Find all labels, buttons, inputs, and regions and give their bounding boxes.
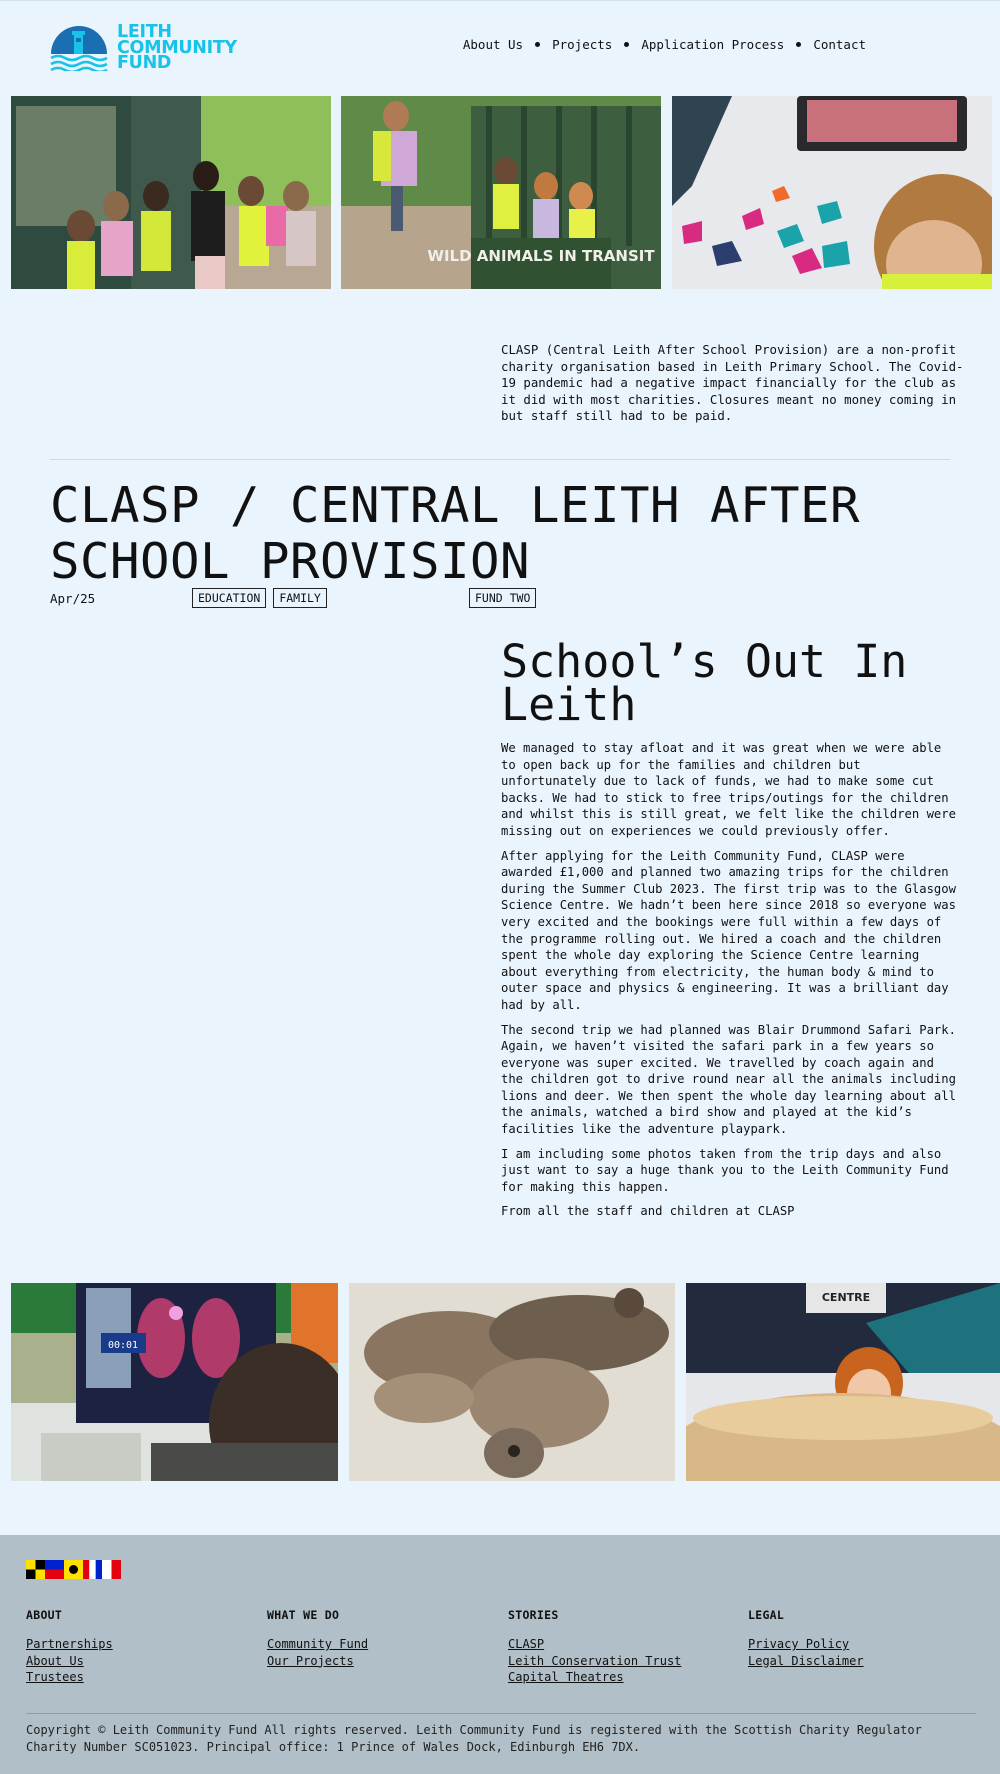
footer-link-community-fund[interactable]: Community Fund xyxy=(267,1637,369,1651)
footer-link-leith-conservation-trust[interactable]: Leith Conservation Trust xyxy=(508,1653,682,1668)
nav-projects[interactable]: Projects xyxy=(552,37,613,52)
article-paragraph: After applying for the Leith Community Fund, CLASP were awarded £1,000 and planned two amazing trips for the children during the Summer Club 2023. The first trip was to the Glasgow Science Centre. We hadn’t been here since 2018 so everyone was very excited and the bookings were full within a few days of the programme rolling out. We hired a coach and the children spent the whole day exploring the Science Centre learning about everything from electricity, the human body & mind to outer space and physics & engineering. It was a brilliant day had by all. xyxy=(501,848,956,1012)
site-logo[interactable] xyxy=(50,22,237,73)
exhibit-timer-text: 00:01 xyxy=(107,1340,139,1351)
article-body xyxy=(501,635,961,1228)
site-header xyxy=(0,0,1000,92)
signal-flag-e-icon xyxy=(45,1560,64,1579)
hero-photo-children-window xyxy=(11,96,331,289)
footer-heading: WHAT WE DO xyxy=(267,1608,340,1622)
signal-flag-l-icon xyxy=(26,1560,45,1579)
hero-photo-shape-table xyxy=(672,96,992,289)
article-paragraph: We managed to stay afloat and it was great when we were able to open back up for the families and children but unfortunately due to lack of funds, we had to make some cut backs. We had to stick to free trips/outings for the children and whilst this is still great, we felt like the children were missing out on experiences we could previously offer. xyxy=(501,741,956,838)
page-title: CLASP / CENTRAL LEITH AFTER SCHOOL PROVISION xyxy=(50,477,861,590)
intro-paragraph: CLASP (Central Leith After School Provision) are a non-profit charity organisation based in Leith Primary School. The Covid-19 pandemic had a negative impact financially for the club as it did with most charities. Closures meant no money coming in but staff still had to be paid. xyxy=(501,342,964,424)
footer-column-stories xyxy=(508,1608,748,1686)
article-paragraph: From all the staff and children at CLASP xyxy=(501,1204,795,1219)
nav-application-process[interactable]: Application Process xyxy=(641,37,785,52)
footer-link-privacy-policy[interactable]: Privacy Policy xyxy=(748,1637,850,1651)
logo-line: FUND xyxy=(117,53,172,73)
footer-heading: STORIES xyxy=(508,1608,559,1622)
article-subtitle: School’s Out In Leith xyxy=(501,635,908,731)
nav-separator xyxy=(796,42,801,47)
footer-link-legal-disclaimer[interactable]: Legal Disclaimer xyxy=(748,1653,864,1668)
footer-column-what-we-do xyxy=(267,1608,507,1669)
crate-sign-text: WILD ANIMALS IN TRANSIT xyxy=(427,247,655,265)
gallery-photo-meerkats xyxy=(349,1283,675,1481)
footer-link-partnerships[interactable]: Partnerships xyxy=(26,1637,113,1651)
main-nav xyxy=(463,37,866,52)
signal-flag-h-icon xyxy=(102,1560,121,1579)
site-footer xyxy=(0,1535,1000,1774)
hero-photo-animal-crate xyxy=(341,96,661,289)
gallery-photo-round-table xyxy=(686,1283,1000,1481)
gallery-photo-science-exhibit xyxy=(11,1283,338,1481)
post-date: Apr/25 xyxy=(50,591,96,606)
tag-family[interactable]: FAMILY xyxy=(273,588,327,608)
copyright-notice: Copyright © Leith Community Fund All rights reserved. Leith Community Fund is registered with the Scottish Charity Regulator Charity Number SC051023. Principal office: 1 Prince of Wales Dock, Edinburgh EH6 7DX. xyxy=(26,1723,922,1754)
nav-contact[interactable]: Contact xyxy=(813,37,866,52)
nav-separator xyxy=(535,42,540,47)
article-paragraph: I am including some photos taken from the trip days and also just want to say a huge thank you to the Leith Community Fund for making this happen. xyxy=(501,1146,949,1194)
tag-education[interactable]: EDUCATION xyxy=(192,588,266,608)
footer-link-clasp[interactable]: CLASP xyxy=(508,1637,545,1651)
signal-flag-i-icon xyxy=(64,1560,83,1579)
article-paragraph: The second trip we had planned was Blair Drummond Safari Park. Again, we haven’t visited the safari park in a few years so everyone was super excited. We travelled by coach again and the children got to drive round near all the animals including lions and deer. We then spent the whole day learning about all the animals, watched a bird show and played at the kid’s facilities like the adventure playpark. xyxy=(501,1022,956,1137)
signal-flags xyxy=(26,1560,121,1579)
category-tags xyxy=(192,588,327,608)
footer-column-about xyxy=(26,1608,266,1686)
footer-link-trustees[interactable]: Trustees xyxy=(26,1670,84,1684)
footer-link-our-projects[interactable]: Our Projects xyxy=(267,1653,354,1668)
tag-fund[interactable]: FUND TWO xyxy=(469,588,536,608)
logo-wordmark xyxy=(117,22,237,73)
footer-heading: LEGAL xyxy=(748,1608,785,1622)
footer-column-legal xyxy=(748,1608,988,1669)
logo-line: LEITH xyxy=(117,22,172,42)
logo-line: COMMUNITY xyxy=(117,37,237,58)
lighthouse-logo-icon xyxy=(50,25,108,71)
section-divider xyxy=(50,459,950,460)
centre-sign-text: CENTRE xyxy=(821,1291,871,1304)
footer-divider xyxy=(26,1713,976,1714)
footer-heading: ABOUT xyxy=(26,1608,63,1622)
nav-about-us[interactable]: About Us xyxy=(462,37,524,52)
footer-link-capital-theatres[interactable]: Capital Theatres xyxy=(508,1670,624,1684)
signal-flag-t-icon xyxy=(83,1560,102,1579)
nav-separator xyxy=(624,42,629,47)
footer-link-about-us[interactable]: About Us xyxy=(26,1653,84,1668)
